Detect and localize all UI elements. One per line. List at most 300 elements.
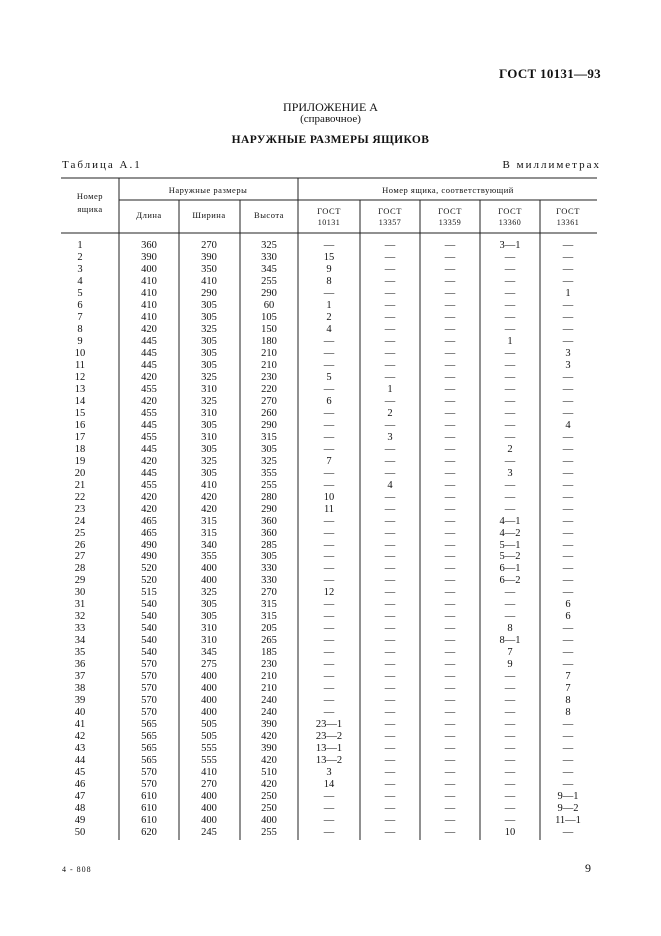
cell-gost-13357: — xyxy=(384,275,396,287)
cell-length: 445 xyxy=(141,467,157,479)
cell-gost-13361: — xyxy=(562,395,574,407)
cell-box-number: 34 xyxy=(74,635,86,647)
cell-gost-13361: — xyxy=(562,563,574,575)
cell-width: 305 xyxy=(201,467,217,479)
cell-gost-13361: — xyxy=(562,539,574,551)
cell-gost-13359: — xyxy=(444,323,456,335)
cell-gost-13359: — xyxy=(444,707,456,719)
cell-gost-10131: 13—2 xyxy=(315,755,343,767)
cell-height: 315 xyxy=(261,431,277,443)
cell-height: 250 xyxy=(261,791,277,803)
cell-gost-13360: — xyxy=(504,431,516,443)
cell-height: 290 xyxy=(261,287,277,299)
cell-gost-13357: — xyxy=(384,683,396,695)
cell-gost-13357: — xyxy=(384,467,396,479)
cell-box-number: 29 xyxy=(74,575,86,587)
cell-gost-13360: 3 xyxy=(507,467,513,479)
cell-gost-13360: 5—1 xyxy=(499,539,521,551)
cell-gost-13360: — xyxy=(504,455,516,467)
cell-gost-10131: — xyxy=(323,443,335,455)
cell-box-number: 4 xyxy=(77,275,83,287)
cell-length: 455 xyxy=(141,383,157,395)
cell-gost-13361: 9—1 xyxy=(557,791,579,803)
cell-gost-13361: — xyxy=(562,371,574,383)
cell-gost-13359: — xyxy=(444,275,456,287)
cell-gost-13357: — xyxy=(384,575,396,587)
cell-gost-13361: — xyxy=(562,431,574,443)
cell-gost-10131: — xyxy=(323,383,335,395)
cell-length: 490 xyxy=(141,551,157,563)
cell-height: 255 xyxy=(261,479,277,491)
cell-width: 355 xyxy=(201,551,217,563)
cell-gost-13361: 1 xyxy=(565,287,571,299)
cell-gost-13360: — xyxy=(504,263,516,275)
cell-box-number: 49 xyxy=(74,815,86,827)
cell-gost-13357: — xyxy=(384,503,396,515)
cell-length: 570 xyxy=(141,707,157,719)
cell-gost-10131: 15 xyxy=(323,251,335,263)
cell-gost-13360: 4—1 xyxy=(499,515,521,527)
cell-gost-10131: — xyxy=(323,335,335,347)
cell-gost-13357: — xyxy=(384,779,396,791)
cell-gost-13359: — xyxy=(444,491,456,503)
cell-gost-13361: — xyxy=(562,827,574,839)
cell-gost-13361: — xyxy=(562,299,574,311)
cell-height: 150 xyxy=(261,323,277,335)
cell-length: 455 xyxy=(141,431,157,443)
cell-gost-13359: — xyxy=(444,287,456,299)
cell-width: 305 xyxy=(201,311,217,323)
cell-width: 305 xyxy=(201,335,217,347)
cell-gost-13357: — xyxy=(384,359,396,371)
cell-width: 410 xyxy=(201,767,217,779)
cell-width: 340 xyxy=(201,539,217,551)
cell-gost-13359: — xyxy=(444,395,456,407)
cell-width: 305 xyxy=(201,443,217,455)
cell-gost-13357: — xyxy=(384,455,396,467)
cell-gost-13361: — xyxy=(562,719,574,731)
page-title: НАРУЖНЫЕ РАЗМЕРЫ ЯЩИКОВ xyxy=(231,134,430,146)
cell-gost-10131: 2 xyxy=(326,311,332,323)
cell-gost-13361: 3 xyxy=(565,359,571,371)
cell-gost-13361: 6 xyxy=(565,611,571,623)
cell-height: 60 xyxy=(263,299,275,311)
appendix-note: (справочное) xyxy=(300,113,361,125)
cell-gost-10131: — xyxy=(323,635,335,647)
cell-width: 505 xyxy=(201,731,217,743)
cell-height: 355 xyxy=(261,467,277,479)
cell-height: 250 xyxy=(261,803,277,815)
cell-length: 455 xyxy=(141,407,157,419)
cell-gost-10131: — xyxy=(323,563,335,575)
cell-height: 210 xyxy=(261,347,277,359)
cell-box-number: 12 xyxy=(74,371,86,383)
cell-height: 330 xyxy=(261,575,277,587)
cell-length: 520 xyxy=(141,575,157,587)
cell-width: 315 xyxy=(201,515,217,527)
document-number: ГОСТ 10131—93 xyxy=(499,66,601,81)
cell-gost-13357: — xyxy=(384,659,396,671)
header-box-no-line1: Номер xyxy=(76,191,104,201)
cell-width: 410 xyxy=(201,479,217,491)
cell-gost-13359: — xyxy=(444,539,456,551)
cell-gost-10131: 6 xyxy=(326,395,332,407)
cell-box-number: 48 xyxy=(74,803,86,815)
cell-gost-13361: 3 xyxy=(565,347,571,359)
cell-gost-13360: 3—1 xyxy=(499,240,521,251)
cell-height: 220 xyxy=(261,383,277,395)
cell-gost-13357: — xyxy=(384,587,396,599)
cell-gost-13360: — xyxy=(504,299,516,311)
cell-width: 305 xyxy=(201,419,217,431)
cell-height: 290 xyxy=(261,419,277,431)
cell-width: 325 xyxy=(201,587,217,599)
cell-gost-10131: 11 xyxy=(323,503,335,515)
cell-gost-13357: — xyxy=(384,803,396,815)
cell-length: 540 xyxy=(141,599,157,611)
cell-gost-13357: — xyxy=(384,671,396,683)
cell-gost-13359: — xyxy=(444,455,456,467)
header-outer-dims: Наружные размеры xyxy=(168,185,248,195)
cell-gost-13360: — xyxy=(504,287,516,299)
cell-length: 390 xyxy=(141,251,157,263)
cell-width: 315 xyxy=(201,527,217,539)
cell-gost-13360: — xyxy=(504,491,516,503)
cell-gost-13357: — xyxy=(384,251,396,263)
cell-gost-13359: — xyxy=(444,755,456,767)
cell-box-number: 9 xyxy=(77,335,83,347)
cell-gost-13360: — xyxy=(504,587,516,599)
cell-length: 610 xyxy=(141,815,157,827)
cell-box-number: 32 xyxy=(74,611,86,623)
cell-gost-13359: — xyxy=(444,659,456,671)
cell-gost-10131: 5 xyxy=(326,371,332,383)
cell-width: 410 xyxy=(201,275,217,287)
cell-gost-10131: — xyxy=(323,827,335,839)
cell-gost-10131: — xyxy=(323,467,335,479)
cell-gost-13357: — xyxy=(384,815,396,827)
cell-gost-13361: 9—2 xyxy=(557,803,579,815)
cell-gost-10131: — xyxy=(323,479,335,491)
cell-height: 510 xyxy=(261,767,277,779)
cell-length: 570 xyxy=(141,767,157,779)
cell-width: 245 xyxy=(201,827,217,839)
cell-gost-10131: 12 xyxy=(323,587,335,599)
cell-length: 520 xyxy=(141,563,157,575)
cell-height: 260 xyxy=(261,407,277,419)
cell-gost-10131: 14 xyxy=(323,779,335,791)
cell-gost-10131: — xyxy=(323,515,335,527)
cell-gost-13357: — xyxy=(384,311,396,323)
cell-width: 310 xyxy=(201,635,217,647)
cell-gost-13357: — xyxy=(384,599,396,611)
cell-box-number: 18 xyxy=(74,443,86,455)
cell-width: 345 xyxy=(201,647,217,659)
cell-length: 540 xyxy=(141,635,157,647)
cell-height: 420 xyxy=(261,755,277,767)
cell-gost-13360: — xyxy=(504,407,516,419)
cell-box-number: 25 xyxy=(74,527,86,539)
cell-gost-13357: — xyxy=(384,767,396,779)
cell-gost-13361: — xyxy=(562,731,574,743)
header-height: Высота xyxy=(254,210,284,220)
header-gost-10131: 10131 xyxy=(317,218,341,227)
cell-box-number: 11 xyxy=(74,359,86,371)
cell-height: 205 xyxy=(261,623,277,635)
cell-gost-13361: — xyxy=(562,779,574,791)
cell-gost-13359: — xyxy=(444,683,456,695)
cell-gost-13357: — xyxy=(384,635,396,647)
cell-gost-13361: — xyxy=(562,263,574,275)
cell-gost-13359: — xyxy=(444,263,456,275)
cell-box-number: 47 xyxy=(74,791,86,803)
cell-gost-13357: — xyxy=(384,491,396,503)
cell-gost-13359: — xyxy=(444,240,456,251)
cell-width: 555 xyxy=(201,743,217,755)
cell-gost-13360: — xyxy=(504,755,516,767)
cell-gost-13361: — xyxy=(562,323,574,335)
cell-gost-13361: — xyxy=(562,455,574,467)
cell-gost-13360: — xyxy=(504,311,516,323)
cell-gost-13361: — xyxy=(562,407,574,419)
cell-gost-13360: 6—2 xyxy=(499,575,521,587)
cell-gost-13357: — xyxy=(384,611,396,623)
cell-gost-13360: — xyxy=(504,419,516,431)
cell-gost-13361: 7 xyxy=(565,671,571,683)
cell-gost-13357: — xyxy=(384,527,396,539)
cell-box-number: 35 xyxy=(74,647,86,659)
cell-gost-13357: — xyxy=(384,347,396,359)
cell-width: 400 xyxy=(201,671,217,683)
cell-gost-13359: — xyxy=(444,791,456,803)
cell-width: 310 xyxy=(201,407,217,419)
cell-height: 360 xyxy=(261,527,277,539)
cell-gost-13360: — xyxy=(504,791,516,803)
cell-gost-13357: — xyxy=(384,755,396,767)
cell-gost-10131: — xyxy=(323,611,335,623)
cell-width: 325 xyxy=(201,371,217,383)
cell-gost-13359: — xyxy=(444,551,456,563)
cell-gost-13357: — xyxy=(384,299,396,311)
cell-gost-13359: — xyxy=(444,623,456,635)
cell-box-number: 10 xyxy=(74,347,86,359)
cell-length: 570 xyxy=(141,683,157,695)
cell-length: 540 xyxy=(141,623,157,635)
cell-height: 230 xyxy=(261,371,277,383)
cell-gost-13357: — xyxy=(384,551,396,563)
cell-width: 305 xyxy=(201,347,217,359)
cell-height: 290 xyxy=(261,503,277,515)
cell-gost-13357: — xyxy=(384,791,396,803)
cell-width: 400 xyxy=(201,575,217,587)
cell-box-number: 13 xyxy=(74,383,86,395)
cell-gost-13360: — xyxy=(504,611,516,623)
cell-gost-13360: 4—2 xyxy=(499,527,521,539)
cell-gost-13361: — xyxy=(562,551,574,563)
header-box-no-line2: ящика xyxy=(77,204,103,214)
cell-length: 570 xyxy=(141,695,157,707)
table-caption: Таблица А.1 xyxy=(62,159,142,171)
cell-box-number: 6 xyxy=(77,299,83,311)
cell-width: 290 xyxy=(201,287,217,299)
cell-gost-13361: — xyxy=(562,491,574,503)
cell-box-number: 28 xyxy=(74,563,86,575)
cell-gost-13357: — xyxy=(384,707,396,719)
cell-gost-10131: — xyxy=(323,359,335,371)
cell-length: 570 xyxy=(141,671,157,683)
cell-gost-13360: — xyxy=(504,767,516,779)
cell-gost-13357: — xyxy=(384,371,396,383)
cell-length: 420 xyxy=(141,395,157,407)
cell-gost-13361: — xyxy=(562,479,574,491)
cell-length: 465 xyxy=(141,527,157,539)
cell-box-number: 23 xyxy=(74,503,86,515)
cell-gost-13359: — xyxy=(444,587,456,599)
cell-gost-10131: — xyxy=(323,575,335,587)
cell-height: 255 xyxy=(261,275,277,287)
cell-gost-13359: — xyxy=(444,503,456,515)
cell-box-number: 50 xyxy=(74,827,86,839)
cell-gost-13357: — xyxy=(384,563,396,575)
cell-gost-13361: — xyxy=(562,635,574,647)
cell-gost-13361: — xyxy=(562,659,574,671)
cell-gost-13359: — xyxy=(444,695,456,707)
cell-length: 445 xyxy=(141,359,157,371)
cell-gost-10131: — xyxy=(323,659,335,671)
cell-box-number: 19 xyxy=(74,455,86,467)
cell-gost-10131: 23—1 xyxy=(315,719,343,731)
cell-gost-13360: 2 xyxy=(507,443,513,455)
header-gost-13361: 13361 xyxy=(556,218,580,227)
cell-width: 400 xyxy=(201,707,217,719)
cell-gost-13357: — xyxy=(384,323,396,335)
cell-box-number: 21 xyxy=(74,479,86,491)
cell-gost-13360: — xyxy=(504,719,516,731)
cell-height: 105 xyxy=(261,311,277,323)
cell-gost-10131: — xyxy=(323,539,335,551)
cell-gost-13360: — xyxy=(504,479,516,491)
cell-box-number: 8 xyxy=(77,323,83,335)
cell-length: 445 xyxy=(141,419,157,431)
cell-gost-13361: — xyxy=(562,755,574,767)
cell-width: 305 xyxy=(201,359,217,371)
cell-gost-13360: 5—2 xyxy=(499,551,521,563)
header-gost-prefix: ГОСТ xyxy=(498,206,522,216)
cell-height: 270 xyxy=(261,587,277,599)
cell-gost-13360: 9 xyxy=(507,659,513,671)
cell-height: 285 xyxy=(261,539,277,551)
cell-gost-10131: 3 xyxy=(326,767,332,779)
cell-length: 540 xyxy=(141,647,157,659)
cell-height: 400 xyxy=(261,815,277,827)
cell-gost-13359: — xyxy=(444,407,456,419)
cell-box-number: 20 xyxy=(74,467,86,479)
cell-width: 310 xyxy=(201,431,217,443)
cell-length: 490 xyxy=(141,539,157,551)
cell-gost-13357: — xyxy=(384,647,396,659)
cell-length: 360 xyxy=(141,240,157,251)
cell-gost-13357: — xyxy=(384,539,396,551)
cell-box-number: 2 xyxy=(77,251,83,263)
cell-gost-13357: — xyxy=(384,743,396,755)
cell-gost-10131: 8 xyxy=(326,275,332,287)
cell-length: 410 xyxy=(141,275,157,287)
cell-length: 565 xyxy=(141,731,157,743)
cell-gost-10131: — xyxy=(323,240,335,251)
cell-box-number: 17 xyxy=(74,431,86,443)
cell-height: 240 xyxy=(261,695,277,707)
cell-width: 305 xyxy=(201,599,217,611)
cell-length: 465 xyxy=(141,515,157,527)
cell-height: 180 xyxy=(261,335,277,347)
cell-length: 400 xyxy=(141,263,157,275)
cell-width: 310 xyxy=(201,623,217,635)
cell-gost-13357: — xyxy=(384,240,396,251)
cell-gost-13359: — xyxy=(444,359,456,371)
cell-length: 445 xyxy=(141,443,157,455)
cell-gost-13361: 8 xyxy=(565,695,571,707)
cell-gost-13357: 4 xyxy=(387,479,393,491)
cell-length: 570 xyxy=(141,779,157,791)
cell-box-number: 30 xyxy=(74,587,86,599)
cell-height: 345 xyxy=(261,263,277,275)
cell-height: 280 xyxy=(261,491,277,503)
header-length: Длина xyxy=(136,210,162,220)
cell-gost-13359: — xyxy=(444,467,456,479)
cell-width: 505 xyxy=(201,719,217,731)
cell-gost-13357: — xyxy=(384,515,396,527)
cell-box-number: 26 xyxy=(74,539,86,551)
cell-gost-10131: — xyxy=(323,527,335,539)
cell-gost-13359: — xyxy=(444,635,456,647)
cell-gost-13360: — xyxy=(504,743,516,755)
cell-gost-13359: — xyxy=(444,527,456,539)
cell-length: 420 xyxy=(141,503,157,515)
cell-length: 455 xyxy=(141,479,157,491)
cell-gost-13360: 10 xyxy=(504,827,516,839)
cell-gost-13361: — xyxy=(562,467,574,479)
cell-gost-13360: 6—1 xyxy=(499,563,521,575)
cell-gost-10131: 7 xyxy=(326,455,332,467)
cell-length: 610 xyxy=(141,803,157,815)
header-width: Ширина xyxy=(192,210,226,220)
cell-width: 400 xyxy=(201,803,217,815)
cell-box-number: 42 xyxy=(74,731,86,743)
cell-length: 610 xyxy=(141,791,157,803)
cell-gost-13357: — xyxy=(384,263,396,275)
cell-box-number: 44 xyxy=(74,755,86,767)
cell-gost-13359: — xyxy=(444,575,456,587)
cell-height: 305 xyxy=(261,443,277,455)
cell-length: 420 xyxy=(141,371,157,383)
cell-gost-13359: — xyxy=(444,731,456,743)
cell-length: 410 xyxy=(141,311,157,323)
cell-gost-10131: 10 xyxy=(323,491,335,503)
cell-width: 325 xyxy=(201,323,217,335)
header-gost-13360: 13360 xyxy=(498,218,522,227)
appendix-title: ПРИЛОЖЕНИЕ А xyxy=(283,100,378,114)
cell-gost-10131: — xyxy=(323,683,335,695)
cell-gost-13361: 8 xyxy=(565,707,571,719)
cell-width: 400 xyxy=(201,683,217,695)
cell-gost-10131: — xyxy=(323,707,335,719)
cell-length: 410 xyxy=(141,287,157,299)
cell-width: 420 xyxy=(201,503,217,515)
cell-gost-13360: — xyxy=(504,803,516,815)
cell-height: 185 xyxy=(261,647,277,659)
cell-width: 325 xyxy=(201,395,217,407)
cell-width: 400 xyxy=(201,563,217,575)
